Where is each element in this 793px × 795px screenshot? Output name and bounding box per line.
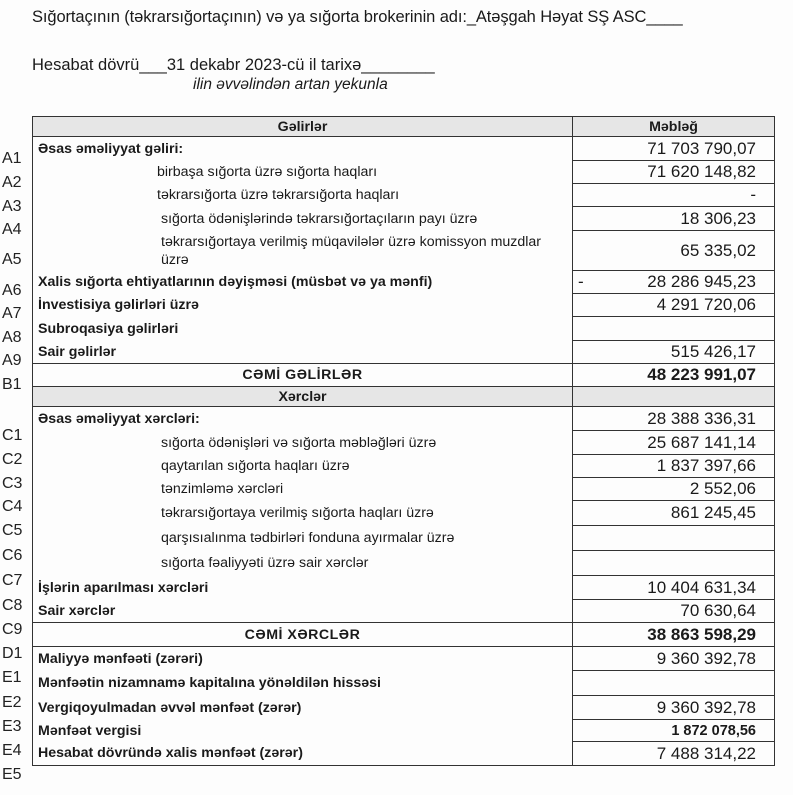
row-amount: 9 360 392,78 bbox=[573, 696, 775, 720]
row-amount: 25 687 141,14 bbox=[573, 431, 775, 455]
row-amount bbox=[573, 271, 775, 294]
table-row bbox=[33, 501, 775, 526]
row-label: Mənfəətin nizamnamə kapitalına yönəldilən hissəsi bbox=[33, 671, 573, 696]
row-label: sığorta ödənişlərində təkrarsığortaçıların payı üzrə bbox=[33, 207, 573, 231]
row-code: E1 bbox=[2, 669, 22, 686]
row-label: tənzimləmə xərcləri bbox=[33, 478, 573, 501]
row-amount bbox=[573, 317, 775, 341]
row-amount bbox=[573, 551, 775, 576]
table-row bbox=[33, 647, 775, 671]
table-row bbox=[33, 231, 775, 271]
amount-value: 28 286 945,23 bbox=[647, 272, 756, 291]
row-label: qarşısıalınma tədbirləri fonduna ayırmalar üzrə bbox=[33, 526, 573, 551]
row-label: Əsas əməliyyat xərcləri: bbox=[33, 407, 573, 431]
row-code: A5 bbox=[2, 251, 22, 268]
row-code: C8 bbox=[2, 597, 23, 614]
total-income-label: CƏMİ GƏLİRLƏR bbox=[33, 364, 573, 387]
row-label: Maliyyə mənfəəti (zərəri) bbox=[33, 647, 573, 671]
table-row bbox=[33, 207, 775, 231]
row-code: E3 bbox=[2, 718, 22, 735]
financial-results-table bbox=[32, 116, 775, 766]
row-label: Əsas əməliyyat gəliri: bbox=[33, 137, 573, 161]
row-label: birbaşa sığorta üzrə sığorta haqları bbox=[33, 161, 573, 184]
row-code: A4 bbox=[2, 221, 22, 238]
row-code: B1 bbox=[2, 376, 22, 393]
row-label: Subroqasiya gəlirləri bbox=[33, 317, 573, 341]
table-row bbox=[33, 407, 775, 431]
row-amount: 1 872 078,56 bbox=[573, 720, 775, 742]
row-label: təkrarsığortaya verilmiş sığorta haqları üzrə bbox=[33, 501, 573, 526]
expense-header: Xərclər bbox=[33, 387, 573, 407]
row-label: Sair gəlirlər bbox=[33, 341, 573, 364]
row-amount: 4 291 720,06 bbox=[573, 294, 775, 317]
total-expense-amount: 38 863 598,29 bbox=[573, 623, 775, 647]
row-label: sığorta fəaliyyəti üzrə sair xərclər bbox=[33, 551, 573, 576]
row-amount bbox=[573, 671, 775, 696]
row-label: təkrarsığorta üzrə təkrarsığorta haqları bbox=[33, 184, 573, 207]
insurer-name-line: Sığortaçının (təkrarsığortaçının) və ya sığorta brokerinin adı:_Atəşgah Həyat SŞ ASC____ bbox=[32, 8, 683, 26]
table-row bbox=[33, 184, 775, 207]
table-row bbox=[33, 317, 775, 341]
row-amount: 10 404 631,34 bbox=[573, 576, 775, 600]
table-row bbox=[33, 551, 775, 576]
row-label: Sair xərclər bbox=[33, 600, 573, 623]
row-amount: 515 426,17 bbox=[573, 341, 775, 364]
row-label: qaytarılan sığorta haqları üzrə bbox=[33, 455, 573, 478]
row-label: təkrarsığortaya verilmiş müqavilələr üzrə komissyon muzdlar üzrə bbox=[33, 231, 573, 271]
table-row bbox=[33, 294, 775, 317]
row-amount: 71 620 148,82 bbox=[573, 161, 775, 184]
row-code: C3 bbox=[2, 475, 23, 492]
row-code: A7 bbox=[2, 305, 22, 322]
row-code: E4 bbox=[2, 742, 22, 759]
income-header: Gəlirlər bbox=[33, 117, 573, 137]
period-note: ilin əvvəlindən artan yekunla bbox=[193, 76, 388, 93]
table-row bbox=[33, 600, 775, 623]
total-income-row bbox=[33, 364, 775, 387]
row-label: İşlərin aparılması xərcləri bbox=[33, 576, 573, 600]
table-row bbox=[33, 742, 775, 766]
total-income-amount: 48 223 991,07 bbox=[573, 364, 775, 387]
table-row bbox=[33, 526, 775, 551]
row-amount: 7 488 314,22 bbox=[573, 742, 775, 766]
row-label: Vergiqoyulmadan əvvəl mənfəət (zərər) bbox=[33, 696, 573, 720]
table-row bbox=[33, 431, 775, 455]
row-amount: - bbox=[573, 184, 775, 207]
row-amount: 9 360 392,78 bbox=[573, 647, 775, 671]
row-code: C1 bbox=[2, 427, 23, 444]
row-label: Xalis sığorta ehtiyatlarının dəyişməsi (müsbət və ya mənfi) bbox=[33, 271, 573, 294]
row-code: D1 bbox=[2, 645, 23, 662]
table-row bbox=[33, 671, 775, 696]
row-code: A1 bbox=[2, 150, 22, 167]
row-code: A2 bbox=[2, 174, 22, 191]
row-label: İnvestisiya gəlirləri üzrə bbox=[33, 294, 573, 317]
table-row bbox=[33, 271, 775, 294]
row-amount: 18 306,23 bbox=[573, 207, 775, 231]
row-amount: 70 630,64 bbox=[573, 600, 775, 623]
table-row bbox=[33, 341, 775, 364]
row-amount: 2 552,06 bbox=[573, 478, 775, 501]
row-amount: 28 388 336,31 bbox=[573, 407, 775, 431]
reporting-period-line: Hesabat dövrü___31 dekabr 2023-cü il tarixə________ bbox=[32, 56, 435, 74]
negative-sign: - bbox=[578, 272, 584, 291]
table-row bbox=[33, 696, 775, 720]
row-code: A6 bbox=[2, 282, 22, 299]
row-amount: 861 245,45 bbox=[573, 501, 775, 526]
income-header-row bbox=[33, 117, 775, 137]
row-amount bbox=[573, 526, 775, 551]
row-code: C5 bbox=[2, 522, 23, 539]
total-expense-label: CƏMİ XƏRCLƏR bbox=[33, 623, 573, 647]
table-row bbox=[33, 720, 775, 742]
row-amount: 71 703 790,07 bbox=[573, 137, 775, 161]
row-code: E5 bbox=[2, 766, 22, 783]
expense-header-row bbox=[33, 387, 775, 407]
total-expense-row bbox=[33, 623, 775, 647]
row-label: Hesabat dövründə xalis mənfəət (zərər) bbox=[33, 742, 573, 766]
table-row bbox=[33, 137, 775, 161]
row-label: sığorta ödənişləri və sığorta məbləğləri üzrə bbox=[33, 431, 573, 455]
row-label: Mənfəət vergisi bbox=[33, 720, 573, 742]
row-code: C4 bbox=[2, 498, 23, 515]
row-code: C9 bbox=[2, 621, 23, 638]
row-amount: 1 837 397,66 bbox=[573, 455, 775, 478]
row-code: C2 bbox=[2, 451, 23, 468]
amount-header: Məbləğ bbox=[573, 117, 775, 137]
row-code: C7 bbox=[2, 572, 23, 589]
row-code: C6 bbox=[2, 547, 23, 564]
row-code: E2 bbox=[2, 694, 22, 711]
row-code: A3 bbox=[2, 198, 22, 215]
row-code: A9 bbox=[2, 352, 22, 369]
expense-header-amount-cell bbox=[573, 387, 775, 407]
row-code: A8 bbox=[2, 329, 22, 346]
row-amount: 65 335,02 bbox=[573, 231, 775, 271]
table-row bbox=[33, 478, 775, 501]
table-row bbox=[33, 161, 775, 184]
table-row bbox=[33, 576, 775, 600]
table-row bbox=[33, 455, 775, 478]
